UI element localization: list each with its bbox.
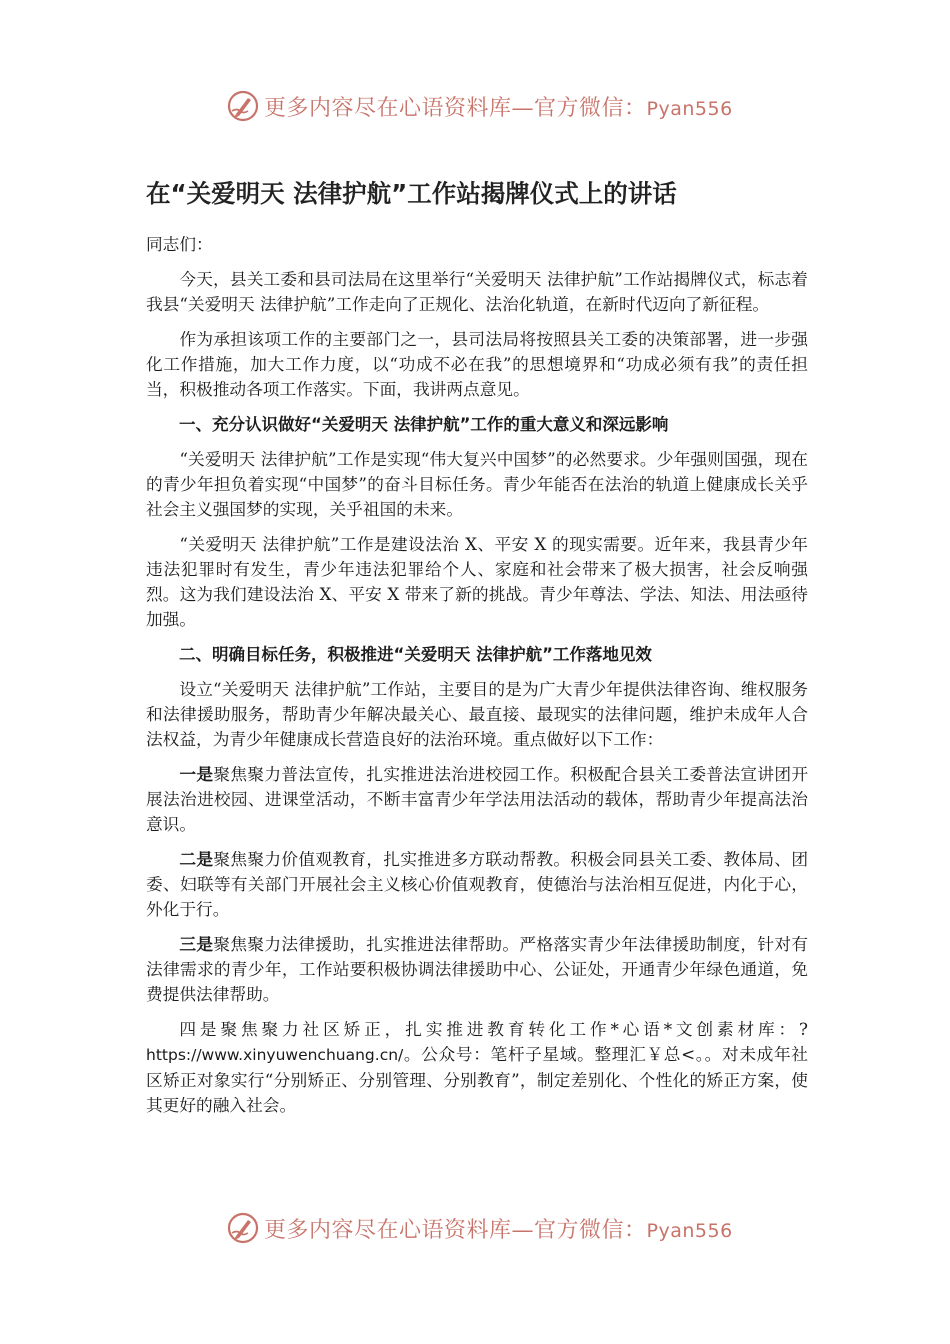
work-item-2-text: 聚焦聚力价值观教育，扎实推进多方联动帮教。积极会同县关工委、教体局、团委、妇联等有关部门开展社会主义核心价值观教育，使德治与法治相互促进，内化于心，外化于行。: [146, 849, 809, 919]
work-item-1-text: 聚焦聚力普法宣传，扎实推进法治进校园工作。积极配合县关工委普法宣讲团开展法治进校园、进课堂活动，不断丰富青少年学法用法活动的载体，帮助青少年提高法治意识。: [146, 764, 809, 834]
work-item-4-start: 四是聚焦聚力社区矫正，扎实推进教育转化工作*心语*文创素材库：?: [179, 1019, 808, 1039]
pen-logo-icon: [226, 1211, 260, 1245]
work-item-2-lead: 二是: [179, 849, 214, 869]
pen-logo-icon: [226, 89, 260, 123]
section-2-paragraph-1: 设立“关爱明天 法律护航”工作站，主要目的是为广大青少年提供法律咨询、维权服务和法律援助服务，帮助青少年解决最关心、最直接、最现实的法律问题，维护未成年人合法权益，为青少年健康成长营造良好的法治环境。重点做好以下工作：: [146, 679, 808, 749]
section-heading-1: 一、充分认识做好“关爱明天 法律护航”工作的重大意义和深远影响: [179, 415, 669, 434]
work-item-3-lead: 三是: [179, 934, 214, 954]
work-item-4-rest: 。公众号：笔杆子星域。整理汇￥总<。。对未成年社区矫正对象实行“分别矫正、分别管理、分别教育”，制定差别化、个性化的矫正方案，使其更好的融入社会。: [146, 1044, 808, 1115]
salutation: 同志们：: [146, 234, 213, 254]
watermark-text: 更多内容尽在心语资料库—官方微信：Pyan556: [264, 1217, 733, 1243]
work-item-1-lead: 一是: [179, 764, 214, 784]
document-body: [146, 232, 808, 1128]
section-heading-2: 二、明确目标任务，积极推进“关爱明天 法律护航”工作落地见效: [179, 645, 652, 664]
watermark-handle: Pyan556: [646, 97, 733, 120]
work-item-2: [146, 847, 808, 922]
watermark-handle: Pyan556: [646, 1219, 733, 1242]
header-watermark: [226, 86, 733, 126]
section-1-paragraph-1: “关爱明天 法律护航”工作是实现“伟大复兴中国梦”的必然要求。少年强则国强，现在的青少年担负着实现“中国梦”的奋斗目标任务。青少年能否在法治的轨道上健康成长关乎社会主义强国梦的实现，关乎祖国的未来。: [146, 449, 808, 519]
work-item-3: [146, 932, 808, 1007]
intro-paragraph-2: 作为承担该项工作的主要部门之一，县司法局将按照县关工委的决策部署，进一步强化工作措施，加大工作力度，以“功成不必在我”的思想境界和“功成必须有我”的责任担当，积极推动各项工作落实。下面，我讲两点意见。: [146, 329, 808, 399]
intro-paragraph-1: 今天，县关工委和县司法局在这里举行“关爱明天 法律护航”工作站揭牌仪式，标志着我县“关爱明天 法律护航”工作走向了正规化、法治化轨道，在新时代迈向了新征程。: [146, 269, 808, 314]
work-item-4: [146, 1017, 808, 1118]
source-link[interactable]: https://www.xinyuwenchuang.cn/: [146, 1046, 404, 1064]
watermark-text: 更多内容尽在心语资料库—官方微信：Pyan556: [264, 95, 733, 121]
work-item-1: [146, 762, 808, 837]
footer-watermark: [226, 1208, 733, 1248]
document-title: 在“关爱明天 法律护航”工作站揭牌仪式上的讲话: [146, 179, 677, 208]
work-item-3-text: 聚焦聚力法律援助，扎实推进法律帮助。严格落实青少年法律援助制度，针对有法律需求的青少年，工作站要积极协调法律援助中心、公证处，开通青少年绿色通道，免费提供法律帮助。: [146, 934, 809, 1004]
section-1-paragraph-2: “关爱明天 法律护航”工作是建设法治 X、平安 X 的现实需要。近年来，我县青少年违法犯罪时有发生，青少年违法犯罪给个人、家庭和社会带来了极大损害，社会反响强烈。这为我们建设法治 X、平安 X 带来了新的挑战。青少年尊法、学法、知法、用法亟待加强。: [146, 534, 808, 629]
